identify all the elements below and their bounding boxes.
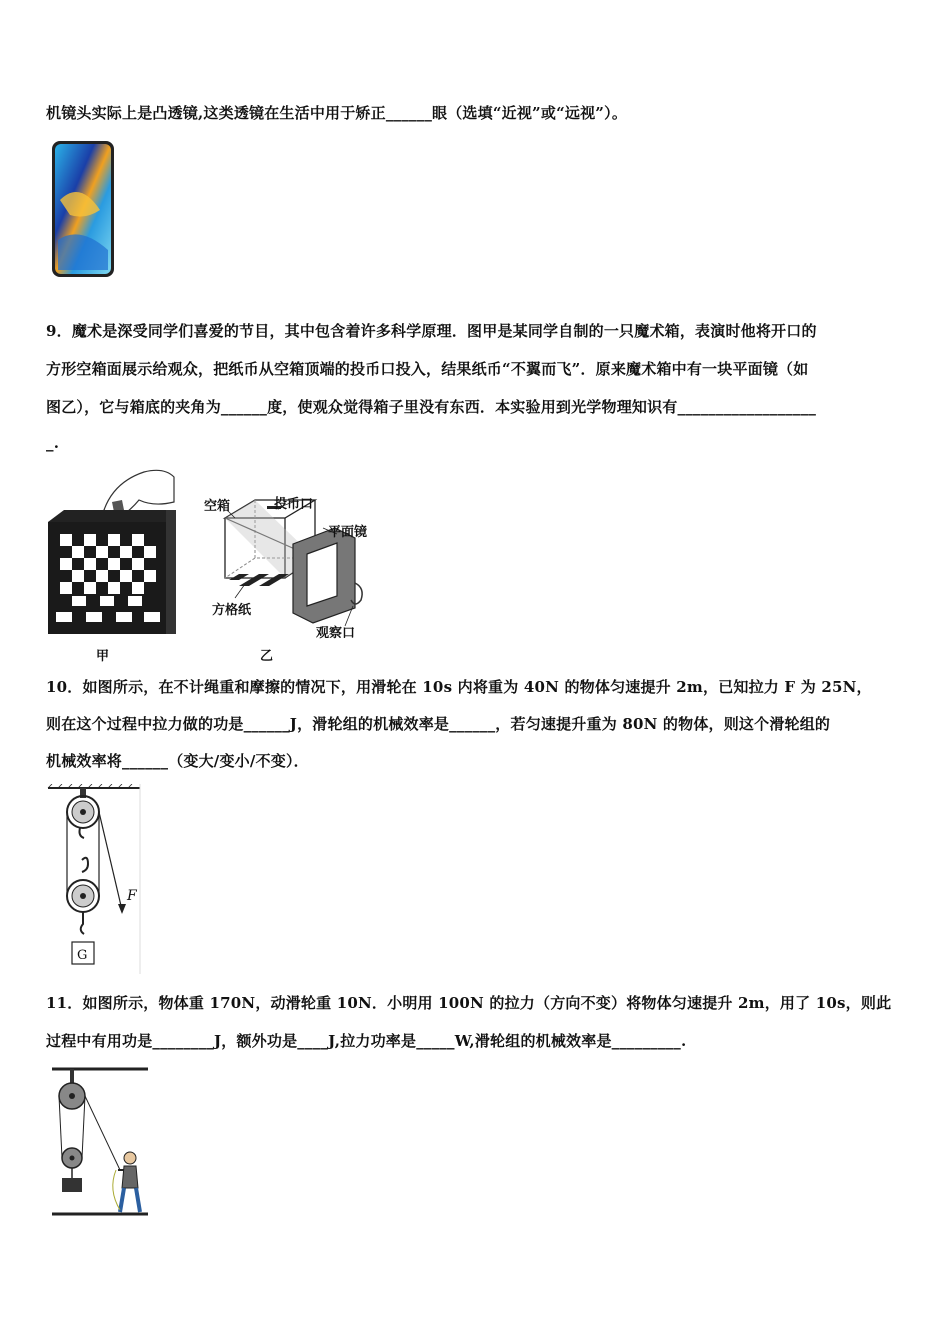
q11-line-2: 过程中有用功是________J，额外功是____J,拉力功率是_____W,滑轮组的机械效率是_________. [46,1032,687,1050]
label-empty-box: 空箱 [204,499,231,514]
phone-image [50,140,116,278]
q11-line-1: 11．如图所示，物体重 170N，动滑轮重 10N．小明用 100N 的拉力（方向不变）将物体匀速提升 2m，用了 10s，则此 [46,994,892,1012]
q8-text-line: 机镜头实际上是凸透镜,这类透镜在生活中用于矫正______眼（选填“近视”或“远视”）。 [46,104,628,122]
q9-line-2: 方形空箱面展示给观众，把纸币从空箱顶端的投币口投入，结果纸币“不翼而飞”．原来魔术箱中有一块平面镜（如 [46,360,809,378]
label-coin-slot: 投币口 [274,497,314,512]
label-mirror: 平面镜 [328,525,368,540]
q9-line-1: 9．魔术是深受同学们喜爱的节目，其中包含着许多科学原理．图甲是某同学自制的一只魔术箱，表演时他将开口的 [46,322,817,340]
label-weight-g: G [77,948,88,963]
q10-line-3: 机械效率将______（变大/变小/不变）． [46,752,309,770]
pulley-figure-q10 [44,784,144,974]
pulley-figure-q11 [48,1066,152,1218]
figure-label-jia: 甲 [96,649,110,664]
q9-line-3: 图乙），它与箱底的夹角为______度，使观众觉得箱子里没有东西．本实验用到光学物理知识有__________________ [46,398,817,416]
figure-label-yi: 乙 [260,649,274,664]
magic-box-figure-jia [44,462,184,637]
label-grid-paper: 方格纸 [212,603,252,618]
q10-line-1: 10．如图所示，在不计绳重和摩擦的情况下，用滑轮在 10s 内将重为 40N 的物体匀速提升 2m，已知拉力 F 为 25N， [46,678,872,696]
q10-line-2: 则在这个过程中拉力做的功是______J，滑轮组的机械效率是______，若匀速提升重为 80N 的物体，则这个滑轮组的 [46,715,831,733]
label-force-f: F [127,888,137,904]
label-viewing-port: 观察口 [316,626,356,641]
q9-line-4: _. [46,434,60,452]
